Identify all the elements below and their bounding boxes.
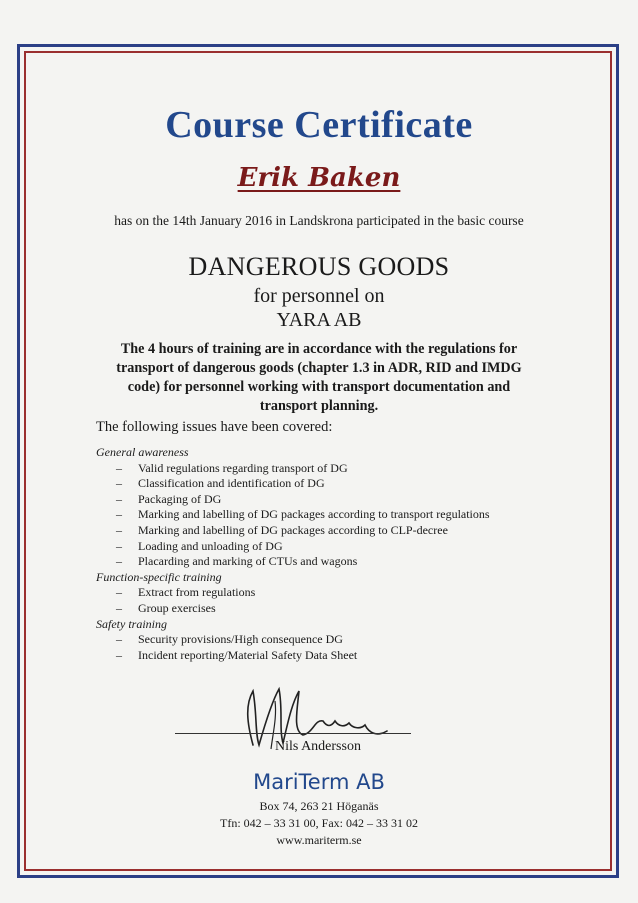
list-item: – Marking and labelling of DG packages according to transport regulations — [116, 507, 490, 522]
signature-line — [175, 733, 411, 734]
list-item: – Incident reporting/Material Safety Data Sheet — [116, 647, 358, 662]
list-item: – Packaging of DG — [116, 491, 222, 506]
issuer-phone: Tfn: 042 – 33 31 00, Fax: 042 – 33 31 02 — [220, 816, 418, 830]
list-item: – Security provisions/High consequence DG — [116, 632, 343, 647]
certificate-title: Course Certificate — [165, 104, 473, 146]
list-item: – Classification and identification of DG — [116, 476, 325, 491]
course-subtitle: for personnel on — [253, 285, 385, 307]
issues-intro: The following issues have been covered: — [96, 419, 333, 435]
training-statement: The 4 hours of training are in accordance with the regulations for transport of dangerous goods (chapter 1.3 in ADR, RID and IMDG code) for personnel working with transport documentation and transport planning. — [116, 341, 522, 414]
section-heading: Function-specific training — [96, 569, 222, 584]
course-name: DANGEROUS GOODS — [188, 252, 450, 281]
section-general — [96, 445, 556, 570]
signer-name: Nils Andersson — [275, 739, 361, 754]
list-item: – Marking and labelling of DG packages according to CLP-decree — [116, 522, 448, 537]
issuer-address: Box 74, 263 21 Höganäs — [259, 799, 379, 813]
list-item: – Loading and unloading of DG — [116, 538, 283, 553]
recipient-name: Erik Baken — [237, 163, 401, 193]
topics-list — [96, 445, 556, 663]
issuer-name: MariTerm AB — [253, 770, 385, 794]
section-safety — [96, 617, 556, 664]
issuer-website: www.mariterm.se — [276, 833, 362, 847]
list-item: – Valid regulations regarding transport of DG — [116, 460, 348, 475]
section-heading: General awareness — [96, 445, 189, 459]
list-item: – Group exercises — [116, 600, 216, 615]
section-function-specific — [96, 570, 556, 617]
intro-text: has on the 14th January 2016 in Landskrona participated in the basic course — [114, 213, 524, 228]
section-heading: Safety training — [96, 616, 167, 631]
course-company: YARA AB — [276, 309, 362, 331]
list-item: – Placarding and marking of CTUs and wagons — [116, 554, 358, 569]
list-item: – Extract from regulations — [116, 585, 256, 600]
